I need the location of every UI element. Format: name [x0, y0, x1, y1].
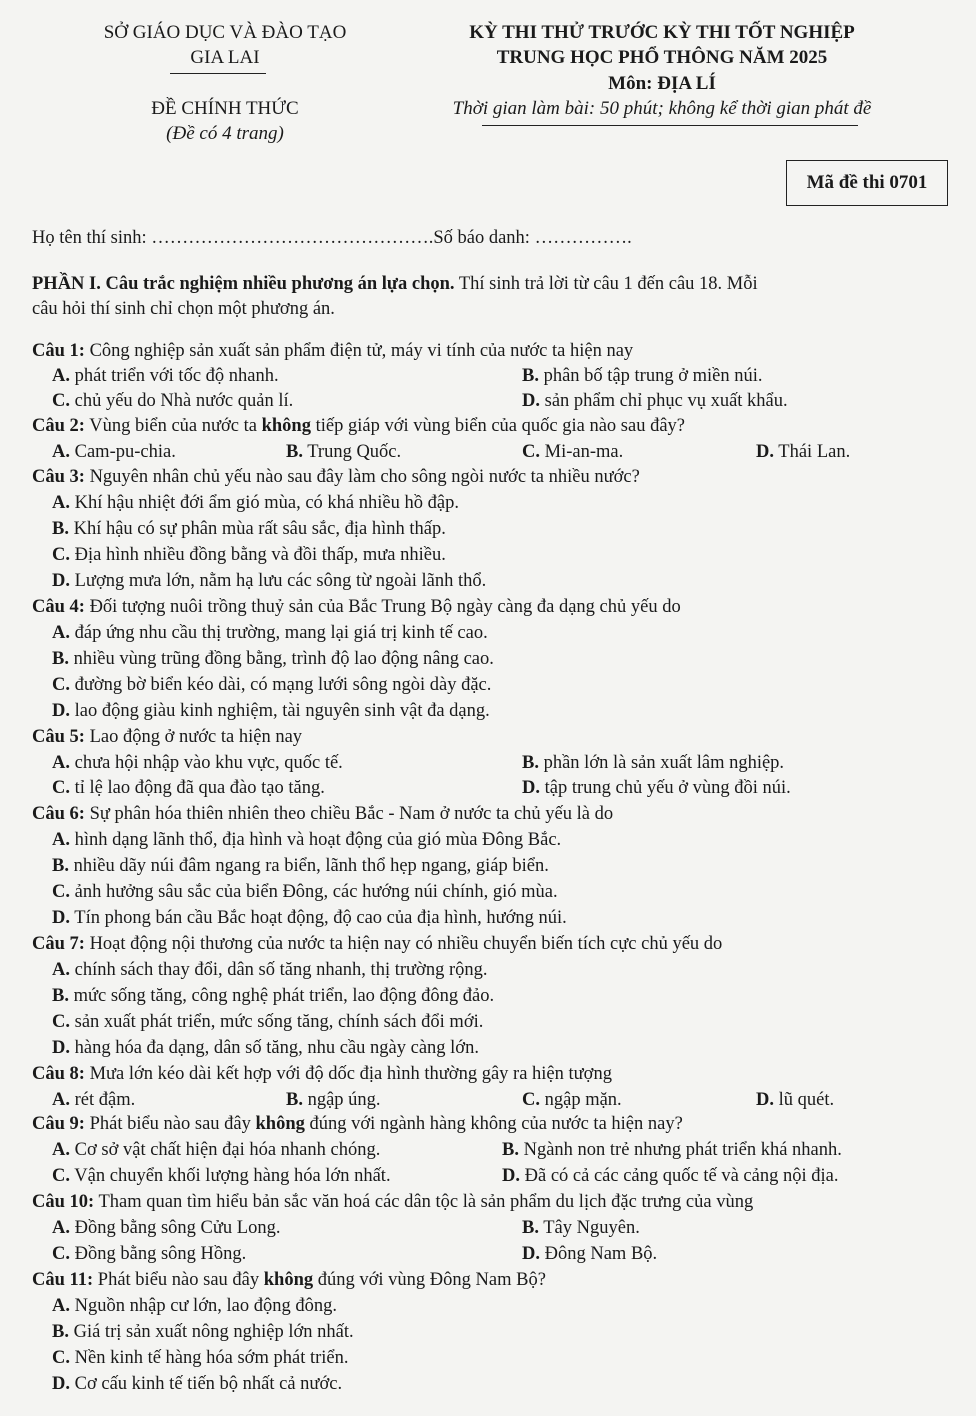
option-text: Vận chuyển khối lượng hàng hóa lớn nhất.	[70, 1166, 391, 1186]
question-4	[32, 595, 681, 619]
question-6	[32, 802, 613, 826]
option-label: A.	[52, 753, 70, 773]
question-3-option-a	[52, 491, 459, 515]
question-11-option-c	[52, 1346, 349, 1370]
option-text: phân bố tập trung ở miền núi.	[538, 366, 763, 386]
option-label: D.	[52, 701, 70, 721]
option-text: sản xuất phát triển, mức sống tăng, chính sách đổi mới.	[70, 1012, 484, 1032]
question-label: Câu 2:	[32, 416, 85, 436]
question-label: Câu 5:	[32, 727, 85, 747]
question-text: Tham quan tìm hiểu bản sắc văn hoá các dân tộc là sản phẩm du lịch đặc trưng của vùng	[94, 1192, 754, 1212]
question-5-option-c	[52, 776, 325, 800]
subject-label: Môn: ĐỊA LÍ	[608, 73, 716, 94]
question-10	[32, 1190, 753, 1214]
option-label: B.	[522, 366, 539, 386]
option-text: Nền kinh tế hàng hóa sớm phát triển.	[70, 1348, 349, 1368]
question-label: Câu 4:	[32, 597, 85, 617]
option-label: C.	[52, 1012, 70, 1032]
option-text: phát triển với tốc độ nhanh.	[70, 366, 279, 386]
question-5-option-a	[52, 751, 343, 775]
exam-code-box	[786, 160, 948, 206]
option-text: hàng hóa đa dạng, dân số tăng, nhu cầu ngày càng lớn.	[70, 1038, 479, 1058]
question-3-option-b	[52, 517, 446, 541]
question-1-option-a	[52, 364, 279, 388]
question-4-option-d	[52, 699, 490, 723]
option-text: Lượng mưa lớn, nằm hạ lưu các sông từ ngoài lãnh thổ.	[70, 571, 487, 591]
option-text: nhiều dãy núi đâm ngang ra biển, lãnh thổ hẹp ngang, giáp biển.	[68, 856, 549, 876]
option-label: A.	[52, 1218, 70, 1238]
option-text: Cơ sở vật chất hiện đại hóa nhanh chóng.	[70, 1140, 381, 1160]
option-label: C.	[52, 391, 70, 411]
question-11	[32, 1268, 546, 1292]
question-9	[32, 1112, 683, 1136]
option-text: Đồng bằng sông Hồng.	[70, 1244, 247, 1264]
question-5-option-b	[522, 751, 784, 775]
option-label: D.	[756, 1090, 774, 1110]
option-text: Nguồn nhập cư lớn, lao động đông.	[70, 1296, 337, 1316]
question-4-option-c	[52, 673, 491, 697]
option-text: Giá trị sản xuất nông nghiệp lớn nhất.	[68, 1322, 354, 1342]
option-label: D.	[52, 1038, 70, 1058]
question-2-option-b	[286, 440, 401, 464]
option-label: B.	[52, 1322, 69, 1342]
option-text: hình dạng lãnh thổ, địa hình và hoạt động của gió mùa Đông Bắc.	[70, 830, 562, 850]
option-label: D.	[522, 391, 540, 411]
question-text: Công nghiệp sản xuất sản phẩm điện tử, máy vi tính của nước ta hiện nay	[84, 341, 634, 361]
option-text: rét đậm.	[70, 1090, 136, 1110]
option-label: B.	[52, 649, 69, 669]
question-8	[32, 1062, 612, 1086]
option-label: B.	[52, 856, 69, 876]
question-8-option-a	[52, 1088, 135, 1112]
question-text-emphasis: không	[255, 1114, 305, 1134]
candidate-info-line: Họ tên thí sinh: ……………………………………….Số báo danh: …………….	[32, 228, 632, 248]
option-text: lũ quét.	[774, 1090, 835, 1110]
question-7-option-b	[52, 984, 494, 1008]
question-3	[32, 465, 640, 489]
question-label: Câu 8:	[32, 1064, 85, 1084]
header-right-rule	[482, 125, 858, 126]
option-text: Trung Quốc.	[302, 442, 402, 462]
option-label: A.	[52, 1090, 70, 1110]
option-label: D.	[502, 1166, 520, 1186]
question-10-option-d	[522, 1242, 657, 1266]
exam-subtitle: TRUNG HỌC PHỔ THÔNG NĂM 2025	[496, 47, 828, 68]
exam-title: KỲ THI THỬ TRƯỚC KỲ THI TỐT NGHIỆP	[469, 22, 855, 43]
time-note: Thời gian làm bài: 50 phút; không kể thời gian phát đề	[452, 98, 872, 119]
question-11-option-a	[52, 1294, 337, 1318]
option-label: C.	[52, 675, 70, 695]
option-text: tập trung chủ yếu ở vùng đồi núi.	[540, 778, 791, 798]
part1-instruction-line-2: câu hỏi thí sinh chỉ chọn một phương án.	[32, 299, 335, 319]
header-left-rule	[170, 73, 266, 74]
option-text: phần lớn là sản xuất lâm nghiệp.	[538, 753, 785, 773]
question-label: Câu 9:	[32, 1114, 85, 1134]
question-3-option-c	[52, 543, 446, 567]
option-text: Khí hậu nhiệt đới ẩm gió mùa, có khá nhiều hồ đập.	[70, 493, 459, 513]
option-label: C.	[522, 1090, 540, 1110]
option-label: D.	[52, 908, 70, 928]
part1-heading-line	[32, 272, 758, 296]
option-text: chưa hội nhập vào khu vực, quốc tế.	[70, 753, 343, 773]
question-text: Lao động ở nước ta hiện nay	[84, 727, 303, 747]
question-1-option-c	[52, 389, 293, 413]
question-6-option-b	[52, 854, 549, 878]
question-7-option-a	[52, 958, 488, 982]
option-text: ảnh hưởng sâu sắc của biển Đông, các hướng núi chính, gió mùa.	[70, 882, 558, 902]
question-text: Đối tượng nuôi trồng thuỷ sản của Bắc Trung Bộ ngày càng đa dạng chủ yếu do	[84, 597, 681, 617]
option-text: ngập mặn.	[540, 1090, 622, 1110]
option-text: tỉ lệ lao động đã qua đào tạo tăng.	[70, 778, 325, 798]
option-label: C.	[52, 882, 70, 902]
question-3-option-d	[52, 569, 486, 593]
question-6-option-d	[52, 906, 567, 930]
option-label: D.	[52, 1374, 70, 1394]
option-text: Đã có cả các cảng quốc tế và cảng nội địa.	[520, 1166, 839, 1186]
question-8-option-b	[286, 1088, 381, 1112]
question-1-option-b	[522, 364, 763, 388]
option-label: B.	[502, 1140, 519, 1160]
exam-code: Mã đề thi 0701	[806, 172, 928, 193]
option-label: C.	[522, 442, 540, 462]
question-7	[32, 932, 722, 956]
question-7-option-d	[52, 1036, 479, 1060]
question-11-option-b	[52, 1320, 354, 1344]
question-4-option-b	[52, 647, 494, 671]
question-2-option-a	[52, 440, 176, 464]
question-9-option-d	[502, 1164, 838, 1188]
question-9-option-c	[52, 1164, 391, 1188]
question-text: Mưa lớn kéo dài kết hợp với độ dốc địa hình thường gây ra hiện tượng	[84, 1064, 612, 1084]
question-2	[32, 414, 685, 438]
question-text-emphasis: không	[261, 416, 311, 436]
option-text: đường bờ biển kéo dài, có mạng lưới sông ngòi dày đặc.	[70, 675, 492, 695]
option-text: đáp ứng nhu cầu thị trường, mang lại giá trị kinh tế cao.	[70, 623, 488, 643]
question-text: Hoạt động nội thương của nước ta hiện nay có nhiều chuyển biến tích cực chủ yếu do	[84, 934, 723, 954]
option-text: Tín phong bán cầu Bắc hoạt động, độ cao của địa hình, hướng núi.	[70, 908, 567, 928]
question-label: Câu 1:	[32, 341, 85, 361]
question-6-option-a	[52, 828, 561, 852]
question-text-b: đúng với vùng Đông Nam Bộ?	[313, 1270, 546, 1290]
question-label: Câu 11:	[32, 1270, 94, 1290]
option-label: A.	[52, 442, 70, 462]
question-7-option-c	[52, 1010, 483, 1034]
option-text: Đông Nam Bộ.	[540, 1244, 658, 1264]
question-4-option-a	[52, 621, 488, 645]
question-label: Câu 6:	[32, 804, 85, 824]
question-8-option-d	[756, 1088, 834, 1112]
option-text: Địa hình nhiều đồng bằng và đồi thấp, mưa nhiều.	[70, 545, 446, 565]
question-label: Câu 3:	[32, 467, 85, 487]
question-5-option-d	[522, 776, 791, 800]
province-name: GIA LAI	[190, 47, 260, 68]
option-text: ngập úng.	[302, 1090, 381, 1110]
question-10-option-a	[52, 1216, 280, 1240]
option-text: chủ yếu do Nhà nước quản lí.	[70, 391, 294, 411]
question-5	[32, 725, 302, 749]
option-label: B.	[522, 1218, 539, 1238]
option-label: B.	[52, 986, 69, 1006]
option-text: Đồng bằng sông Cửu Long.	[70, 1218, 281, 1238]
option-text: lao động giàu kinh nghiệm, tài nguyên sinh vật đa dạng.	[70, 701, 490, 721]
part1-title: PHẦN I. Câu trắc nghiệm nhiều phương án lựa chọn.	[32, 274, 455, 294]
option-text: Tây Nguyên.	[538, 1218, 640, 1238]
question-10-option-c	[52, 1242, 246, 1266]
option-label: A.	[52, 493, 70, 513]
option-text: Thái Lan.	[774, 442, 851, 462]
question-label: Câu 10:	[32, 1192, 95, 1212]
question-9-option-a	[52, 1138, 380, 1162]
question-label: Câu 7:	[32, 934, 85, 954]
question-text-a: Phát biểu nào sau đây	[84, 1114, 256, 1134]
option-label: C.	[52, 545, 70, 565]
option-label: C.	[52, 1166, 70, 1186]
option-label: A.	[52, 1140, 70, 1160]
option-text: chính sách thay đổi, dân số tăng nhanh, thị trường rộng.	[70, 960, 488, 980]
option-label: C.	[52, 1348, 70, 1368]
option-label: B.	[286, 1090, 303, 1110]
option-label: A.	[52, 366, 70, 386]
question-text-b: tiếp giáp với vùng biển của quốc gia nào sau đây?	[310, 416, 686, 436]
part1-instruction-1: Thí sinh trả lời từ câu 1 đến câu 18. Mỗi	[454, 274, 758, 294]
option-text: Ngành non trẻ nhưng phát triển khá nhanh.	[518, 1140, 842, 1160]
option-label: A.	[52, 960, 70, 980]
option-text: mức sống tăng, công nghệ phát triển, lao động đông đảo.	[68, 986, 495, 1006]
question-2-option-c	[522, 440, 623, 464]
question-9-option-b	[502, 1138, 842, 1162]
option-label: B.	[522, 753, 539, 773]
option-label: B.	[286, 442, 303, 462]
option-text: Mi-an-ma.	[540, 442, 624, 462]
official-label: ĐỀ CHÍNH THỨC	[151, 98, 299, 119]
question-2-option-d	[756, 440, 850, 464]
question-10-option-b	[522, 1216, 640, 1240]
option-label: D.	[756, 442, 774, 462]
option-text: Cam-pu-chia.	[70, 442, 176, 462]
question-text-a: Phát biểu nào sau đây	[93, 1270, 264, 1290]
question-11-option-d	[52, 1372, 342, 1396]
question-text-a: Vùng biển của nước ta	[84, 416, 262, 436]
option-label: D.	[52, 571, 70, 591]
option-label: C.	[52, 1244, 70, 1264]
question-1	[32, 339, 633, 363]
option-label: A.	[52, 623, 70, 643]
question-text: Sự phân hóa thiên nhiên theo chiều Bắc - Nam ở nước ta chủ yếu là do	[84, 804, 614, 824]
question-6-option-c	[52, 880, 558, 904]
option-label: B.	[52, 519, 69, 539]
question-8-option-c	[522, 1088, 622, 1112]
option-label: D.	[522, 1244, 540, 1264]
option-text: sản phẩm chỉ phục vụ xuất khẩu.	[540, 391, 788, 411]
question-text-emphasis: không	[263, 1270, 314, 1290]
question-text-b: đúng với ngành hàng không của nước ta hiện nay?	[304, 1114, 683, 1134]
question-text: Nguyên nhân chủ yếu nào sau đây làm cho sông ngòi nước ta nhiều nước?	[84, 467, 640, 487]
department-name: SỞ GIÁO DỤC VÀ ĐÀO TẠO	[103, 22, 347, 43]
option-label: D.	[522, 778, 540, 798]
option-label: C.	[52, 778, 70, 798]
option-label: A.	[52, 830, 70, 850]
option-text: Cơ cấu kinh tế tiến bộ nhất cả nước.	[70, 1374, 343, 1394]
question-1-option-d	[522, 389, 788, 413]
option-label: A.	[52, 1296, 70, 1316]
option-text: nhiều vùng trũng đồng bằng, trình độ lao động nâng cao.	[68, 649, 494, 669]
option-text: Khí hậu có sự phân mùa rất sâu sắc, địa hình thấp.	[68, 519, 446, 539]
page-count-note: (Đề có 4 trang)	[166, 123, 284, 144]
